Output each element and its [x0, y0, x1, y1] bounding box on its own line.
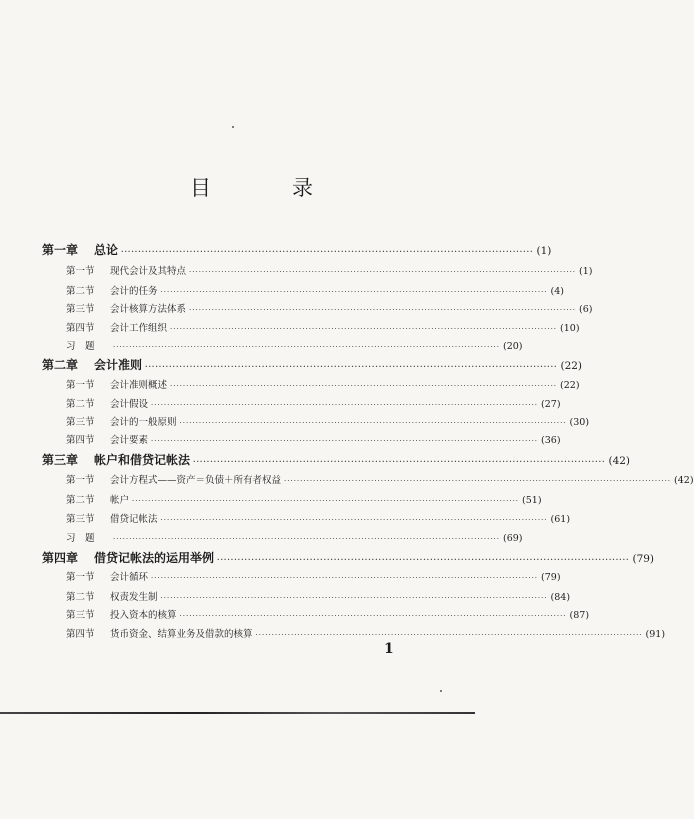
entry-number: 第四节 — [66, 323, 95, 334]
toc-section-entry — [66, 263, 593, 277]
toc-title: 目 录 — [190, 176, 343, 200]
toc-section-entry — [66, 626, 666, 640]
entry-number: 第四章 — [42, 551, 79, 565]
entry-title: 总论 — [94, 243, 119, 257]
entry-page: (22) — [560, 360, 583, 372]
entry-page: (61) — [550, 514, 571, 525]
entry-page: (91) — [645, 629, 666, 640]
toc-chapter-entry — [42, 241, 552, 258]
entry-number: 第一节 — [66, 380, 95, 391]
entry-page: (84) — [550, 592, 571, 603]
entry-title: 会计方程式——资产＝负债＋所有者权益 — [110, 475, 282, 486]
dot-leader: ························································································································ — [113, 535, 501, 543]
dot-leader: ························································································································ — [151, 437, 539, 445]
entry-number: 第一章 — [42, 243, 79, 257]
entry-number: 第一节 — [66, 475, 95, 486]
toc-section-entry — [66, 530, 523, 544]
entry-page: (22) — [560, 380, 580, 391]
toc-section-entry — [66, 432, 561, 446]
entry-number: 第二节 — [66, 495, 95, 506]
entry-title: 帐户 — [110, 495, 130, 506]
entry-number: 习 题 — [66, 533, 95, 544]
toc-section-entry — [66, 569, 561, 583]
entry-number: 第二节 — [66, 592, 95, 603]
entry-title: 货币资金、结算业务及借款的核算 — [110, 629, 253, 640]
entry-title: 会计要素 — [110, 435, 149, 446]
entry-number: 第三节 — [66, 304, 95, 315]
scan-speck — [440, 690, 442, 692]
entry-page: (20) — [503, 341, 523, 352]
toc-section-entry — [66, 396, 561, 410]
entry-number: 第三节 — [66, 514, 95, 525]
entry-page: (4) — [550, 286, 564, 297]
scan-speck — [232, 126, 234, 128]
toc-section-entry — [66, 472, 694, 486]
entry-number: 第三节 — [66, 610, 95, 621]
entry-title: 会计的任务 — [110, 286, 158, 297]
page-number: 1 — [384, 641, 394, 657]
entry-number: 第四节 — [66, 435, 95, 446]
entry-page: (10) — [560, 323, 580, 334]
dot-leader: ························································································································ — [113, 343, 501, 351]
dot-leader: ························································································································ — [170, 325, 558, 333]
dot-leader: ························································································································ — [151, 401, 539, 409]
toc-section-entry — [66, 492, 542, 506]
dot-leader: ························································································································ — [151, 574, 539, 582]
entry-page: (27) — [541, 399, 561, 410]
entry-title: 会计工作组织 — [110, 323, 168, 334]
entry-title: 会计准则概述 — [110, 380, 168, 391]
entry-title: 会计核算方法体系 — [110, 304, 187, 315]
toc-section-entry — [66, 589, 571, 603]
entry-page: (42) — [674, 475, 694, 486]
dot-leader: ························································································································ — [189, 268, 577, 276]
entry-page: (42) — [608, 455, 631, 467]
dot-leader: ························································································································ — [179, 419, 567, 427]
entry-page: (1) — [579, 266, 593, 277]
entry-title: 借贷记帐法的运用举例 — [94, 551, 215, 565]
toc-section-entry — [66, 511, 571, 525]
dot-leader: ························································································································ — [160, 594, 548, 602]
toc-section-entry — [66, 320, 580, 334]
toc-section-entry — [66, 301, 593, 315]
entry-number: 第三章 — [42, 453, 79, 467]
toc-chapter-entry — [42, 549, 655, 566]
dot-leader: ························································································································ — [145, 362, 558, 371]
entry-number: 第四节 — [66, 629, 95, 640]
entry-page: (69) — [503, 533, 523, 544]
toc-chapter-entry — [42, 451, 631, 468]
entry-number: 习 题 — [66, 341, 95, 352]
dot-leader: ························································································································ — [193, 457, 606, 466]
entry-page: (30) — [569, 417, 590, 428]
dot-leader: ························································································································ — [132, 497, 520, 505]
toc-section-entry — [66, 338, 523, 352]
entry-title: 帐户和借贷记帐法 — [94, 453, 191, 467]
dot-leader: ························································································································ — [284, 477, 672, 485]
toc-section-entry — [66, 414, 590, 428]
entry-title: 现代会计及其特点 — [110, 266, 187, 277]
toc-section-entry — [66, 377, 580, 391]
entry-title: 会计的一般原则 — [110, 417, 177, 428]
entry-number: 第二章 — [42, 358, 79, 372]
entry-title: 会计循环 — [110, 572, 149, 583]
dot-leader: ························································································································ — [170, 382, 558, 390]
entry-title: 投入资本的核算 — [110, 610, 177, 621]
entry-number: 第二节 — [66, 399, 95, 410]
bottom-rule — [0, 712, 475, 714]
entry-page: (79) — [541, 572, 561, 583]
dot-leader: ························································································································ — [189, 306, 577, 314]
entry-number: 第二节 — [66, 286, 95, 297]
dot-leader: ························································································································ — [160, 288, 548, 296]
entry-page: (87) — [569, 610, 590, 621]
entry-page: (79) — [632, 553, 655, 565]
entry-title: 借贷记帐法 — [110, 514, 158, 525]
entry-page: (6) — [579, 304, 593, 315]
entry-number: 第一节 — [66, 572, 95, 583]
entry-page: (36) — [541, 435, 561, 446]
entry-title: 会计准则 — [94, 358, 143, 372]
entry-number: 第一节 — [66, 266, 95, 277]
entry-page: (1) — [536, 245, 552, 257]
dot-leader: ························································································································ — [179, 612, 567, 620]
entry-number: 第三节 — [66, 417, 95, 428]
entry-page: (51) — [522, 495, 542, 506]
dot-leader: ························································································································ — [160, 516, 548, 524]
entry-title: 权责发生制 — [110, 592, 158, 603]
toc-section-entry — [66, 607, 590, 621]
toc-section-entry — [66, 283, 564, 297]
toc-chapter-entry — [42, 356, 583, 373]
dot-leader: ························································································································ — [255, 631, 643, 639]
dot-leader: ························································································································ — [217, 555, 630, 564]
dot-leader: ························································································································ — [121, 247, 534, 256]
entry-title: 会计假设 — [110, 399, 149, 410]
